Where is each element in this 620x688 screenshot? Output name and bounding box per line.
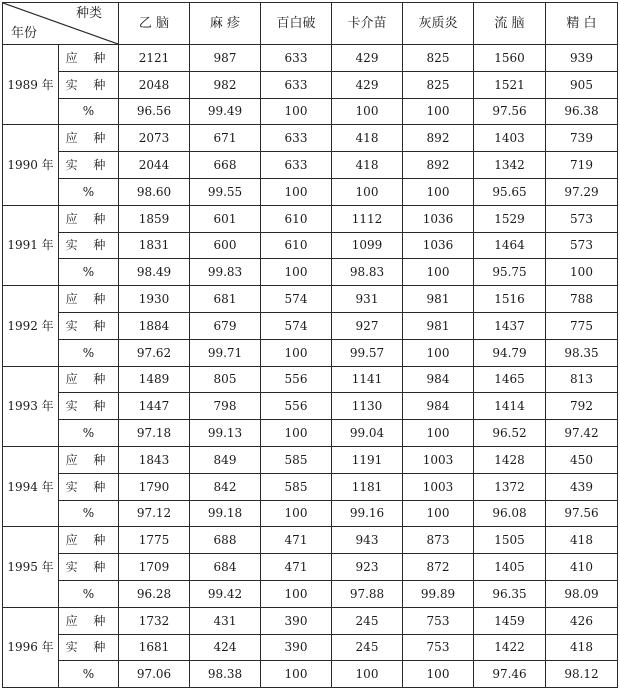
value-cell: 1843 bbox=[119, 446, 190, 473]
table-row bbox=[3, 178, 618, 205]
table-row bbox=[3, 500, 618, 527]
row-kind-cell: % bbox=[59, 178, 119, 205]
value-cell: 1459 bbox=[474, 607, 546, 634]
value-cell: 788 bbox=[546, 286, 618, 313]
value-cell: 982 bbox=[190, 71, 261, 98]
value-cell: 600 bbox=[190, 232, 261, 259]
value-cell: 739 bbox=[546, 125, 618, 152]
vaccination-table-container bbox=[2, 2, 618, 688]
value-cell: 97.62 bbox=[119, 339, 190, 366]
value-cell: 429 bbox=[332, 45, 403, 72]
value-cell: 1003 bbox=[403, 473, 474, 500]
table-row bbox=[3, 420, 618, 447]
value-cell: 1422 bbox=[474, 634, 546, 661]
value-cell: 99.57 bbox=[332, 339, 403, 366]
value-cell: 100 bbox=[261, 259, 332, 286]
value-cell: 681 bbox=[190, 286, 261, 313]
row-kind-cell: 实 种 bbox=[59, 71, 119, 98]
header-row bbox=[3, 3, 618, 45]
value-cell: 1403 bbox=[474, 125, 546, 152]
value-cell: 96.38 bbox=[546, 98, 618, 125]
value-cell: 633 bbox=[261, 152, 332, 179]
value-cell: 97.29 bbox=[546, 178, 618, 205]
year-cell: 1991 年 bbox=[3, 205, 59, 285]
value-cell: 100 bbox=[261, 339, 332, 366]
value-cell: 668 bbox=[190, 152, 261, 179]
value-cell: 931 bbox=[332, 286, 403, 313]
value-cell: 1191 bbox=[332, 446, 403, 473]
value-cell: 439 bbox=[546, 473, 618, 500]
value-cell: 825 bbox=[403, 45, 474, 72]
value-cell: 99.13 bbox=[190, 420, 261, 447]
value-cell: 987 bbox=[190, 45, 261, 72]
value-cell: 981 bbox=[403, 312, 474, 339]
table-row bbox=[3, 259, 618, 286]
value-cell: 1790 bbox=[119, 473, 190, 500]
value-cell: 1465 bbox=[474, 366, 546, 393]
value-cell: 585 bbox=[261, 473, 332, 500]
value-cell: 97.56 bbox=[546, 500, 618, 527]
corner-label-year: 年份 bbox=[11, 26, 38, 41]
row-kind-cell: 应 种 bbox=[59, 527, 119, 554]
value-cell: 99.55 bbox=[190, 178, 261, 205]
value-cell: 792 bbox=[546, 393, 618, 420]
value-cell: 426 bbox=[546, 607, 618, 634]
value-cell: 98.09 bbox=[546, 580, 618, 607]
row-kind-cell: % bbox=[59, 500, 119, 527]
value-cell: 100 bbox=[261, 420, 332, 447]
value-cell: 390 bbox=[261, 634, 332, 661]
value-cell: 842 bbox=[190, 473, 261, 500]
col-header: 百白破 bbox=[261, 3, 332, 45]
value-cell: 943 bbox=[332, 527, 403, 554]
value-cell: 100 bbox=[332, 178, 403, 205]
table-row bbox=[3, 580, 618, 607]
value-cell: 98.60 bbox=[119, 178, 190, 205]
value-cell: 719 bbox=[546, 152, 618, 179]
value-cell: 671 bbox=[190, 125, 261, 152]
value-cell: 97.42 bbox=[546, 420, 618, 447]
row-kind-cell: % bbox=[59, 98, 119, 125]
value-cell: 1036 bbox=[403, 232, 474, 259]
value-cell: 96.08 bbox=[474, 500, 546, 527]
table-row bbox=[3, 286, 618, 313]
value-cell: 99.18 bbox=[190, 500, 261, 527]
table-row bbox=[3, 393, 618, 420]
value-cell: 633 bbox=[261, 125, 332, 152]
year-cell: 1992 年 bbox=[3, 286, 59, 366]
value-cell: 100 bbox=[403, 420, 474, 447]
value-cell: 1681 bbox=[119, 634, 190, 661]
table-row bbox=[3, 71, 618, 98]
table-row bbox=[3, 125, 618, 152]
value-cell: 100 bbox=[261, 500, 332, 527]
value-cell: 418 bbox=[546, 634, 618, 661]
value-cell: 96.35 bbox=[474, 580, 546, 607]
row-kind-cell: % bbox=[59, 259, 119, 286]
value-cell: 2073 bbox=[119, 125, 190, 152]
value-cell: 245 bbox=[332, 634, 403, 661]
row-kind-cell: 应 种 bbox=[59, 607, 119, 634]
value-cell: 98.38 bbox=[190, 661, 261, 688]
value-cell: 100 bbox=[403, 178, 474, 205]
value-cell: 418 bbox=[332, 152, 403, 179]
row-kind-cell: % bbox=[59, 420, 119, 447]
value-cell: 97.18 bbox=[119, 420, 190, 447]
value-cell: 1505 bbox=[474, 527, 546, 554]
value-cell: 100 bbox=[261, 98, 332, 125]
value-cell: 245 bbox=[332, 607, 403, 634]
value-cell: 95.65 bbox=[474, 178, 546, 205]
value-cell: 98.83 bbox=[332, 259, 403, 286]
value-cell: 471 bbox=[261, 554, 332, 581]
value-cell: 1529 bbox=[474, 205, 546, 232]
value-cell: 100 bbox=[403, 500, 474, 527]
value-cell: 825 bbox=[403, 71, 474, 98]
col-header: 卡介苗 bbox=[332, 3, 403, 45]
value-cell: 981 bbox=[403, 286, 474, 313]
value-cell: 849 bbox=[190, 446, 261, 473]
value-cell: 1775 bbox=[119, 527, 190, 554]
table-row bbox=[3, 339, 618, 366]
value-cell: 574 bbox=[261, 312, 332, 339]
value-cell: 97.46 bbox=[474, 661, 546, 688]
row-kind-cell: 实 种 bbox=[59, 312, 119, 339]
value-cell: 1930 bbox=[119, 286, 190, 313]
value-cell: 100 bbox=[261, 178, 332, 205]
value-cell: 98.35 bbox=[546, 339, 618, 366]
value-cell: 892 bbox=[403, 125, 474, 152]
value-cell: 100 bbox=[403, 259, 474, 286]
col-header: 流 脑 bbox=[474, 3, 546, 45]
value-cell: 429 bbox=[332, 71, 403, 98]
value-cell: 2121 bbox=[119, 45, 190, 72]
value-cell: 1447 bbox=[119, 393, 190, 420]
value-cell: 813 bbox=[546, 366, 618, 393]
value-cell: 923 bbox=[332, 554, 403, 581]
col-header: 乙 脑 bbox=[119, 3, 190, 45]
value-cell: 872 bbox=[403, 554, 474, 581]
row-kind-cell: 实 种 bbox=[59, 554, 119, 581]
year-cell: 1990 年 bbox=[3, 125, 59, 205]
value-cell: 585 bbox=[261, 446, 332, 473]
value-cell: 99.16 bbox=[332, 500, 403, 527]
value-cell: 96.28 bbox=[119, 580, 190, 607]
value-cell: 1521 bbox=[474, 71, 546, 98]
value-cell: 1831 bbox=[119, 232, 190, 259]
table-row bbox=[3, 312, 618, 339]
value-cell: 610 bbox=[261, 205, 332, 232]
value-cell: 1489 bbox=[119, 366, 190, 393]
value-cell: 410 bbox=[546, 554, 618, 581]
value-cell: 1036 bbox=[403, 205, 474, 232]
year-cell: 1989 年 bbox=[3, 45, 59, 125]
value-cell: 573 bbox=[546, 205, 618, 232]
row-kind-cell: 实 种 bbox=[59, 634, 119, 661]
value-cell: 471 bbox=[261, 527, 332, 554]
value-cell: 431 bbox=[190, 607, 261, 634]
value-cell: 2048 bbox=[119, 71, 190, 98]
value-cell: 753 bbox=[403, 607, 474, 634]
value-cell: 601 bbox=[190, 205, 261, 232]
value-cell: 574 bbox=[261, 286, 332, 313]
value-cell: 99.83 bbox=[190, 259, 261, 286]
value-cell: 1709 bbox=[119, 554, 190, 581]
value-cell: 684 bbox=[190, 554, 261, 581]
value-cell: 98.49 bbox=[119, 259, 190, 286]
value-cell: 418 bbox=[546, 527, 618, 554]
value-cell: 95.75 bbox=[474, 259, 546, 286]
value-cell: 1560 bbox=[474, 45, 546, 72]
value-cell: 99.49 bbox=[190, 98, 261, 125]
value-cell: 1130 bbox=[332, 393, 403, 420]
value-cell: 633 bbox=[261, 71, 332, 98]
col-header: 精 白 bbox=[546, 3, 618, 45]
value-cell: 1732 bbox=[119, 607, 190, 634]
value-cell: 798 bbox=[190, 393, 261, 420]
value-cell: 97.12 bbox=[119, 500, 190, 527]
value-cell: 100 bbox=[332, 98, 403, 125]
table-row bbox=[3, 366, 618, 393]
value-cell: 1859 bbox=[119, 205, 190, 232]
value-cell: 97.06 bbox=[119, 661, 190, 688]
value-cell: 96.56 bbox=[119, 98, 190, 125]
table-row bbox=[3, 232, 618, 259]
table-row bbox=[3, 152, 618, 179]
value-cell: 450 bbox=[546, 446, 618, 473]
table-row bbox=[3, 45, 618, 72]
value-cell: 775 bbox=[546, 312, 618, 339]
value-cell: 1342 bbox=[474, 152, 546, 179]
value-cell: 100 bbox=[261, 661, 332, 688]
value-cell: 100 bbox=[403, 661, 474, 688]
row-kind-cell: % bbox=[59, 661, 119, 688]
value-cell: 1181 bbox=[332, 473, 403, 500]
value-cell: 984 bbox=[403, 393, 474, 420]
value-cell: 905 bbox=[546, 71, 618, 98]
value-cell: 424 bbox=[190, 634, 261, 661]
table-row bbox=[3, 205, 618, 232]
table-row bbox=[3, 607, 618, 634]
row-kind-cell: 实 种 bbox=[59, 473, 119, 500]
col-header: 灰质炎 bbox=[403, 3, 474, 45]
value-cell: 556 bbox=[261, 366, 332, 393]
value-cell: 1099 bbox=[332, 232, 403, 259]
value-cell: 97.88 bbox=[332, 580, 403, 607]
table-row bbox=[3, 98, 618, 125]
row-kind-cell: 应 种 bbox=[59, 446, 119, 473]
value-cell: 1405 bbox=[474, 554, 546, 581]
table-row bbox=[3, 554, 618, 581]
value-cell: 100 bbox=[403, 339, 474, 366]
row-kind-cell: 应 种 bbox=[59, 205, 119, 232]
value-cell: 892 bbox=[403, 152, 474, 179]
value-cell: 99.71 bbox=[190, 339, 261, 366]
value-cell: 1516 bbox=[474, 286, 546, 313]
value-cell: 2044 bbox=[119, 152, 190, 179]
value-cell: 100 bbox=[403, 98, 474, 125]
value-cell: 573 bbox=[546, 232, 618, 259]
col-header: 麻 疹 bbox=[190, 3, 261, 45]
value-cell: 96.52 bbox=[474, 420, 546, 447]
value-cell: 805 bbox=[190, 366, 261, 393]
value-cell: 99.42 bbox=[190, 580, 261, 607]
value-cell: 610 bbox=[261, 232, 332, 259]
value-cell: 1372 bbox=[474, 473, 546, 500]
value-cell: 1112 bbox=[332, 205, 403, 232]
row-kind-cell: 应 种 bbox=[59, 366, 119, 393]
value-cell: 1437 bbox=[474, 312, 546, 339]
corner-label-kind: 种类 bbox=[75, 6, 102, 21]
vaccination-table bbox=[2, 2, 618, 688]
row-kind-cell: 应 种 bbox=[59, 286, 119, 313]
row-kind-cell: % bbox=[59, 580, 119, 607]
table-row bbox=[3, 473, 618, 500]
row-kind-cell: % bbox=[59, 339, 119, 366]
value-cell: 99.04 bbox=[332, 420, 403, 447]
table-row bbox=[3, 527, 618, 554]
value-cell: 927 bbox=[332, 312, 403, 339]
value-cell: 98.12 bbox=[546, 661, 618, 688]
year-cell: 1996 年 bbox=[3, 607, 59, 687]
table-row bbox=[3, 446, 618, 473]
year-cell: 1995 年 bbox=[3, 527, 59, 607]
value-cell: 984 bbox=[403, 366, 474, 393]
row-kind-cell: 应 种 bbox=[59, 45, 119, 72]
value-cell: 100 bbox=[261, 580, 332, 607]
value-cell: 418 bbox=[332, 125, 403, 152]
value-cell: 1428 bbox=[474, 446, 546, 473]
value-cell: 753 bbox=[403, 634, 474, 661]
value-cell: 688 bbox=[190, 527, 261, 554]
row-kind-cell: 应 种 bbox=[59, 125, 119, 152]
row-kind-cell: 实 种 bbox=[59, 232, 119, 259]
value-cell: 99.89 bbox=[403, 580, 474, 607]
value-cell: 100 bbox=[332, 661, 403, 688]
value-cell: 1003 bbox=[403, 446, 474, 473]
value-cell: 390 bbox=[261, 607, 332, 634]
year-cell: 1994 年 bbox=[3, 446, 59, 526]
row-kind-cell: 实 种 bbox=[59, 152, 119, 179]
year-cell: 1993 年 bbox=[3, 366, 59, 446]
value-cell: 1141 bbox=[332, 366, 403, 393]
row-kind-cell: 实 种 bbox=[59, 393, 119, 420]
value-cell: 97.56 bbox=[474, 98, 546, 125]
value-cell: 873 bbox=[403, 527, 474, 554]
value-cell: 1884 bbox=[119, 312, 190, 339]
value-cell: 1414 bbox=[474, 393, 546, 420]
value-cell: 633 bbox=[261, 45, 332, 72]
table-row bbox=[3, 661, 618, 688]
value-cell: 1464 bbox=[474, 232, 546, 259]
table-row bbox=[3, 634, 618, 661]
value-cell: 679 bbox=[190, 312, 261, 339]
value-cell: 100 bbox=[546, 259, 618, 286]
value-cell: 939 bbox=[546, 45, 618, 72]
corner-header-cell bbox=[3, 3, 119, 45]
value-cell: 94.79 bbox=[474, 339, 546, 366]
value-cell: 556 bbox=[261, 393, 332, 420]
